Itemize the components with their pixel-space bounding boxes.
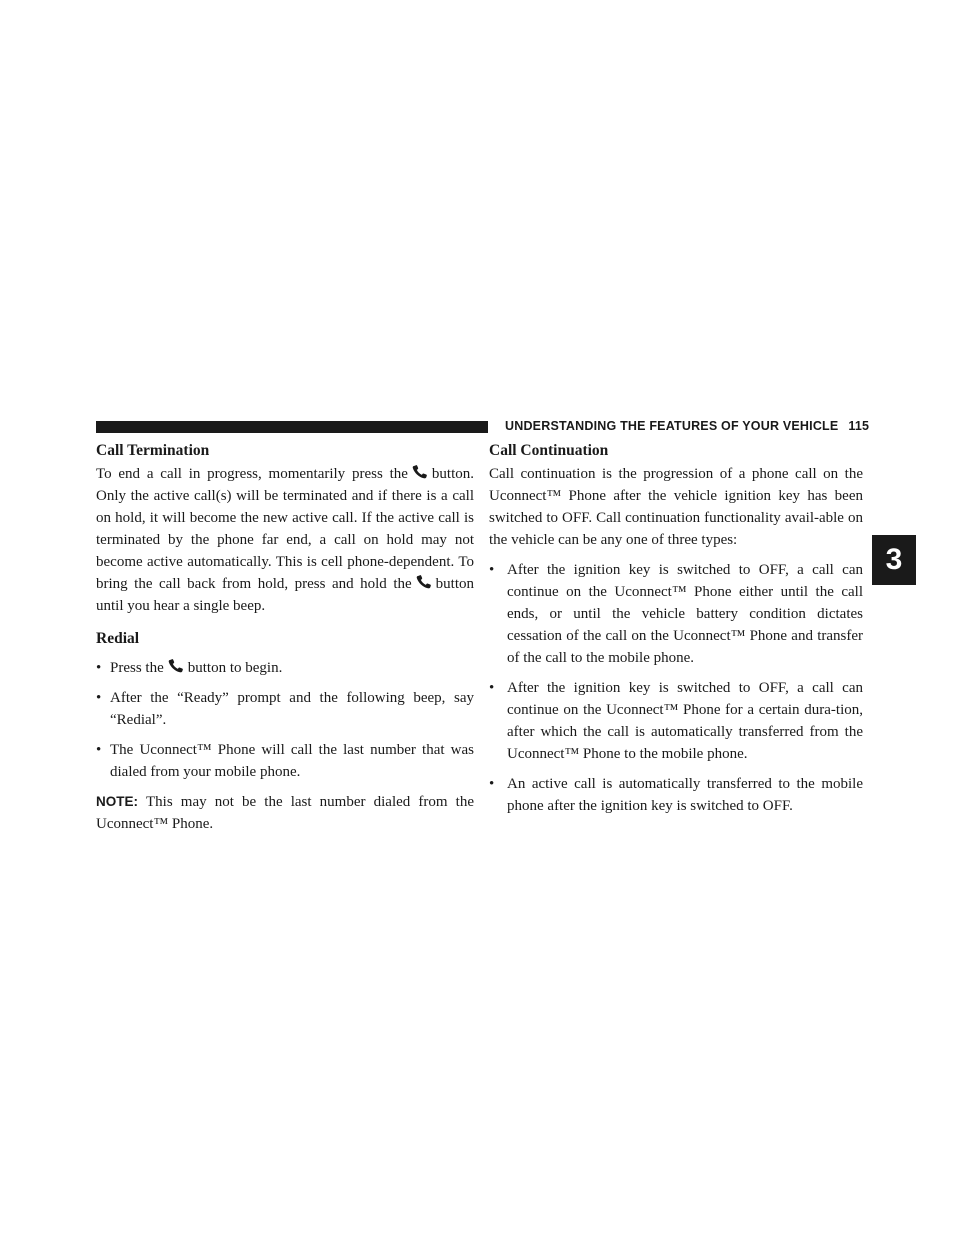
bullet: • [96,660,102,676]
section-heading-call-termination: Call Termination [96,442,210,459]
redial-list [96,657,474,783]
list-item-text: After the ignition key is switched to OFF, a call can continue on the Uconnect™ Phone for a certain dura-tion, after which the call is automatically transferred from the Uconnect™ Phone to the mobile phone. [507,680,863,762]
header-title: UNDERSTANDING THE FEATURES OF YOUR VEHICLE [505,419,839,433]
list-item-text: Press the [110,660,164,676]
phone-handset-icon [412,465,428,479]
call-termination-text-1: To end a call in progress, momentarily press the [96,466,408,482]
phone-handset-icon [416,575,432,589]
page-number: 115 [848,419,870,433]
section-heading-redial: Redial [96,630,140,647]
section-heading-call-continuation: Call Continuation [489,442,609,459]
call-continuation-list [489,559,863,817]
call-termination-paragraph [96,463,474,617]
call-termination-text-2: button. Only the active call(s) will be terminated and if there is a call on hold, it will become the new active call. If the active call is terminated by the phone far end, a call on hold may not become active automatically. This is cell phone-dependent. To bring the call back from hold, press and hold the [96,466,474,592]
list-item-text: After the ignition key is switched to OFF, a call can continue on the Uconnect™ Phone either until the call ends, or until the vehicle battery condition dictates cessation of the call on the Uconnect™ Phone and transfer of the call to the mobile phone. [507,562,863,666]
list-item-text: After the “Ready” prompt and the following beep, say “Redial”. [110,690,474,728]
note-paragraph [96,791,474,835]
list-item [96,657,474,679]
running-header [505,419,869,433]
right-column [489,441,863,825]
list-item [489,559,863,669]
bullet: • [489,562,495,578]
chapter-tab: 3 [872,535,916,585]
list-item [96,739,474,783]
bullet: • [489,776,495,792]
bullet: • [489,680,495,696]
left-column [96,441,474,835]
list-item [96,687,474,731]
call-termination-text-3: button until you hear a single beep. [96,576,474,614]
call-continuation-intro: Call continuation is the progression of a phone call on the Uconnect™ Phone after the vehicle ignition key has been switched to OFF. Call continuation functionality avail-able on the vehicle can be any one of three types: [489,466,863,548]
bullet: • [96,690,102,706]
note-label: NOTE: [96,794,138,809]
bullet: • [96,742,102,758]
phone-handset-icon [168,659,184,673]
header-rule [96,421,488,433]
list-item-text: The Uconnect™ Phone will call the last number that was dialed from your mobile phone. [110,742,474,780]
list-item-text: button to begin. [187,660,283,676]
list-item-text: An active call is automatically transferred to the mobile phone after the ignition key is switched to OFF. [507,776,863,814]
list-item [489,677,863,765]
list-item [489,773,863,817]
note-text: This may not be the last number dialed from the Uconnect™ Phone. [96,794,474,832]
